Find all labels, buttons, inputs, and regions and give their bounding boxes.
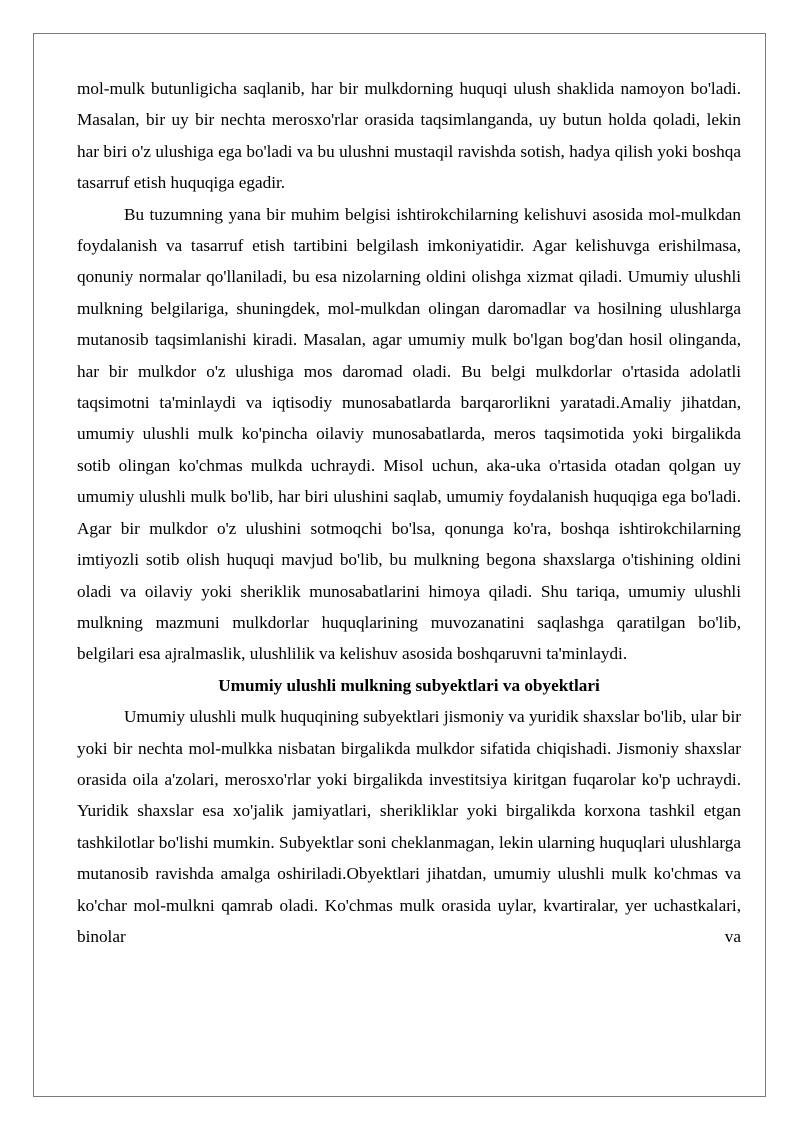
paragraph-continued: mol-mulk butunligicha saqlanib, har bir mulkdorning huquqi ulush shaklida namoyon bo'ladi. Masalan, bir uy bir nechta merosxo'rlar orasida taqsimlanganda, uy butun holda qoladi, lekin har biri o'z ulushiga ega bo'ladi va bu ulushni mustaqil ravishda sotish, hadya qilish yoki boshqa tasarruf etish huquqiga egadir.: [77, 79, 741, 193]
paragraph: Bu tuzumning yana bir muhim belgisi ishtirokchilarning kelishuvi asosida mol-mulkdan foydalanish va tasarruf etish tartibini belgilash imkoniyatidir. Agar kelishuvga erishilmasa, qonuniy normalar qo'llaniladi, bu esa nizolarning oldini olishga xizmat qiladi. Umumiy ulushli mulkning belgilariga, shuningdek, mol-mulkdan olingan daromadlar va hosilning ulushlarga mutanosib taqsimlanishi kiradi. Masalan, agar umumiy mulk bo'lgan bog'dan hosil olinganda, har bir mulkdor o'z ulushiga mos daromad oladi. Bu belgi mulkdorlar o'rtasida adolatli taqsimotni ta'minlaydi va iqtisodiy munosabatlarda barqarorlikni yaratadi.Amaliy jihatdan, umumiy ulushli mulk ko'pincha oilaviy munosabatlarda, meros taqsimotida yoki birgalikda sotib olingan ko'chmas mulkda uchraydi. Misol uchun, aka-uka o'rtasida otadan qolgan uy umumiy ulushli mulk bo'lib, har biri ulushini saqlab, umumiy foydalanish huquqiga ega bo'ladi. Agar bir mulkdor o'z ulushini sotmoqchi bo'lsa, qonunga ko'ra, boshqa ishtirokchilarning imtiyozli sotib olish huquqi mavjud bo'lib, bu mulkning begona shaxslarga o'tishining oldini oladi va oilaviy yoki sheriklik munosabatlarini himoya qiladi. Shu tariqa, umumiy ulushli mulkning mazmuni mulkdorlar huquqlarining muvozanatini saqlashga qaratilgan bo'lib, belgilari esa ajralmaslik, ulushlilik va kelishuv asosida boshqaruvni ta'minlaydi.: [77, 204, 741, 664]
paragraph: Umumiy ulushli mulk huquqining subyektlari jismoniy va yuridik shaxslar bo'lib, ular bir yoki bir nechta mol-mulkka nisbatan birgalikda mulkdor sifatida chiqishadi. Jismoniy shaxslar orasida oila a'zolari, merosxo'rlar yoki birgalikda investitsiya kiritgan fuqarolar ko'p uchraydi. Yuridik shaxslar esa xo'jalik jamiyatlari, sherikliklar yoki birgalikda korxona tashkil etgan tashkilotlar bo'lishi mumkin. Subyektlar soni cheklanmagan, lekin ularning huquqlari ulushlarga mutanosib ravishda amalga oshiriladi.Obyektlari jihatdan, umumiy ulushli mulk ko'chmas va ko'char mol-mulkni qamrab oladi. Ko'chmas mulk orasida uylar, kvartiralar, yer uchastkalari, binolar va: [77, 707, 741, 946]
document-body: [77, 73, 741, 952]
section-heading: Umumiy ulushli mulkning subyektlari va obyektlari: [218, 675, 600, 695]
